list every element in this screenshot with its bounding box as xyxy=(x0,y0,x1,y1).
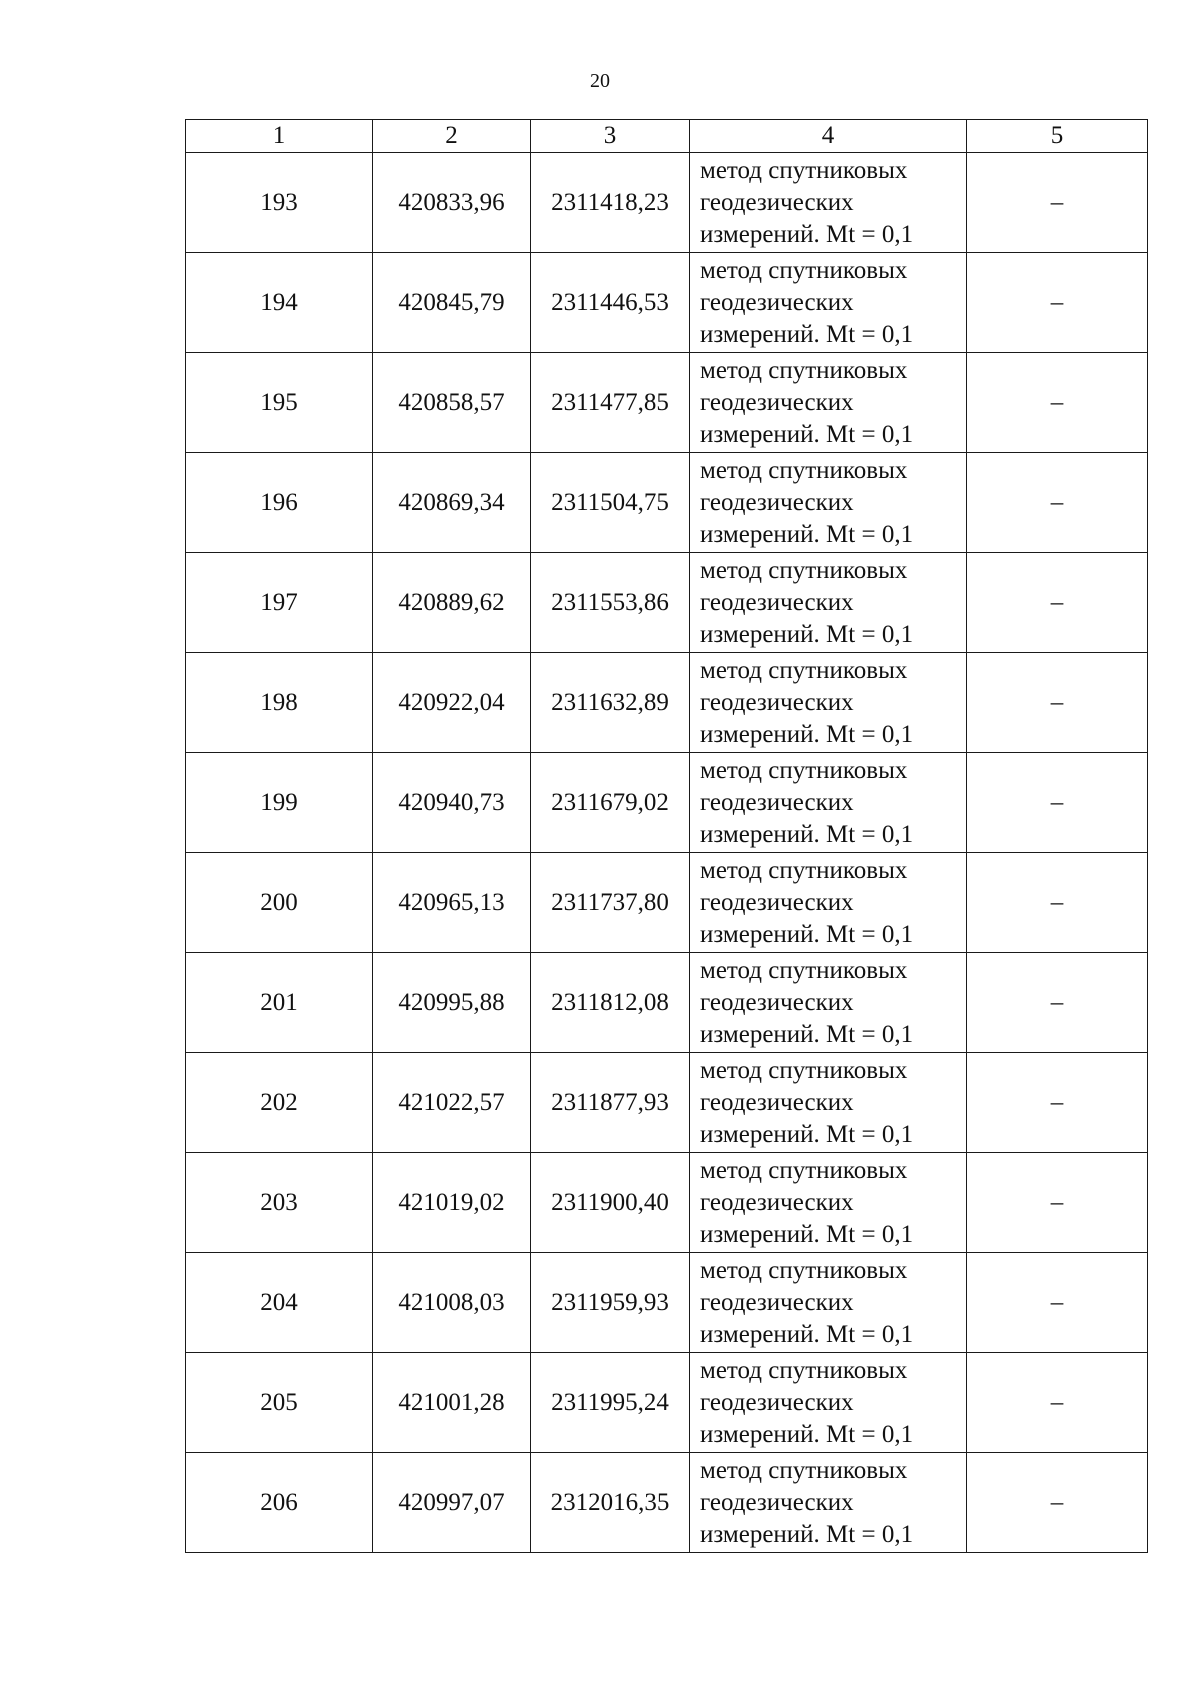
method-line: метод спутниковых xyxy=(700,556,908,584)
method-line: измерений. Mt = 0,1 xyxy=(700,520,914,548)
table-row xyxy=(186,453,1148,553)
method-cell xyxy=(690,153,967,253)
table-header xyxy=(186,120,1148,153)
point-number-cell: 194 xyxy=(186,253,373,353)
point-number-cell: 202 xyxy=(186,1053,373,1153)
method-cell xyxy=(690,1353,967,1453)
x-coordinate-cell: 420922,04 xyxy=(373,653,531,753)
x-coordinate-cell: 420858,57 xyxy=(373,353,531,453)
x-coordinate-cell: 420845,79 xyxy=(373,253,531,353)
method-line: метод спутниковых xyxy=(700,1256,908,1284)
method-line: геодезических xyxy=(700,288,854,316)
y-coordinate-cell: 2311995,24 xyxy=(531,1353,690,1453)
y-coordinate-cell: 2311477,85 xyxy=(531,353,690,453)
x-coordinate-cell: 420995,88 xyxy=(373,953,531,1053)
method-line: метод спутниковых xyxy=(700,1056,908,1084)
method-cell xyxy=(690,1253,967,1353)
method-line: геодезических xyxy=(700,1288,854,1316)
x-coordinate-cell: 420940,73 xyxy=(373,753,531,853)
table-row xyxy=(186,153,1148,253)
method-line: измерений. Mt = 0,1 xyxy=(700,1120,914,1148)
method-line: геодезических xyxy=(700,1188,854,1216)
note-cell: – xyxy=(967,1153,1148,1253)
table-row xyxy=(186,1453,1148,1553)
note-cell: – xyxy=(967,253,1148,353)
method-cell xyxy=(690,853,967,953)
method-line: геодезических xyxy=(700,788,854,816)
y-coordinate-cell: 2311504,75 xyxy=(531,453,690,553)
method-cell xyxy=(690,253,967,353)
note-cell: – xyxy=(967,453,1148,553)
method-line: метод спутниковых xyxy=(700,356,908,384)
method-cell xyxy=(690,553,967,653)
point-number-cell: 195 xyxy=(186,353,373,453)
method-line: метод спутниковых xyxy=(700,956,908,984)
method-line: измерений. Mt = 0,1 xyxy=(700,620,914,648)
y-coordinate-cell: 2311877,93 xyxy=(531,1053,690,1153)
column-header-5: 5 xyxy=(967,120,1148,153)
method-line: метод спутниковых xyxy=(700,756,908,784)
table-row xyxy=(186,553,1148,653)
method-line: метод спутниковых xyxy=(700,1356,908,1384)
x-coordinate-cell: 420965,13 xyxy=(373,853,531,953)
x-coordinate-cell: 420833,96 xyxy=(373,153,531,253)
method-line: измерений. Mt = 0,1 xyxy=(700,1420,914,1448)
table-row xyxy=(186,253,1148,353)
method-line: измерений. Mt = 0,1 xyxy=(700,1520,914,1548)
method-line: метод спутниковых xyxy=(700,456,908,484)
y-coordinate-cell: 2312016,35 xyxy=(531,1453,690,1553)
x-coordinate-cell: 421001,28 xyxy=(373,1353,531,1453)
method-line: геодезических xyxy=(700,988,854,1016)
note-cell: – xyxy=(967,753,1148,853)
method-line: геодезических xyxy=(700,488,854,516)
column-header-3: 3 xyxy=(531,120,690,153)
method-line: измерений. Mt = 0,1 xyxy=(700,320,914,348)
y-coordinate-cell: 2311900,40 xyxy=(531,1153,690,1253)
method-cell xyxy=(690,753,967,853)
column-header-4: 4 xyxy=(690,120,967,153)
method-line: геодезических xyxy=(700,688,854,716)
method-cell xyxy=(690,353,967,453)
point-number-cell: 206 xyxy=(186,1453,373,1553)
page-number: 20 xyxy=(590,70,610,92)
method-cell xyxy=(690,653,967,753)
method-line: метод спутниковых xyxy=(700,1456,908,1484)
note-cell: – xyxy=(967,1453,1148,1553)
x-coordinate-cell: 420869,34 xyxy=(373,453,531,553)
table-row xyxy=(186,1153,1148,1253)
table-row xyxy=(186,853,1148,953)
method-line: измерений. Mt = 0,1 xyxy=(700,1320,914,1348)
column-header-2: 2 xyxy=(373,120,531,153)
note-cell: – xyxy=(967,1053,1148,1153)
x-coordinate-cell: 421019,02 xyxy=(373,1153,531,1253)
y-coordinate-cell: 2311679,02 xyxy=(531,753,690,853)
method-line: метод спутниковых xyxy=(700,856,908,884)
table-row xyxy=(186,353,1148,453)
note-cell: – xyxy=(967,953,1148,1053)
column-header-1: 1 xyxy=(186,120,373,153)
note-cell: – xyxy=(967,853,1148,953)
table-row xyxy=(186,753,1148,853)
y-coordinate-cell: 2311446,53 xyxy=(531,253,690,353)
method-cell xyxy=(690,1453,967,1553)
method-line: метод спутниковых xyxy=(700,1156,908,1184)
method-line: геодезических xyxy=(700,388,854,416)
y-coordinate-cell: 2311959,93 xyxy=(531,1253,690,1353)
point-number-cell: 205 xyxy=(186,1353,373,1453)
table-row xyxy=(186,1053,1148,1153)
method-line: геодезических xyxy=(700,888,854,916)
y-coordinate-cell: 2311418,23 xyxy=(531,153,690,253)
method-line: измерений. Mt = 0,1 xyxy=(700,420,914,448)
point-number-cell: 199 xyxy=(186,753,373,853)
method-cell xyxy=(690,1153,967,1253)
coordinates-table xyxy=(185,119,1148,1553)
method-line: измерений. Mt = 0,1 xyxy=(700,820,914,848)
table-row xyxy=(186,1253,1148,1353)
x-coordinate-cell: 420889,62 xyxy=(373,553,531,653)
point-number-cell: 201 xyxy=(186,953,373,1053)
method-line: геодезических xyxy=(700,1388,854,1416)
table-row xyxy=(186,953,1148,1053)
method-cell xyxy=(690,953,967,1053)
method-line: геодезических xyxy=(700,188,854,216)
table-row xyxy=(186,1353,1148,1453)
x-coordinate-cell: 421022,57 xyxy=(373,1053,531,1153)
point-number-cell: 203 xyxy=(186,1153,373,1253)
method-line: метод спутниковых xyxy=(700,156,908,184)
method-line: метод спутниковых xyxy=(700,256,908,284)
method-cell xyxy=(690,453,967,553)
method-cell xyxy=(690,1053,967,1153)
point-number-cell: 198 xyxy=(186,653,373,753)
note-cell: – xyxy=(967,1253,1148,1353)
method-line: геодезических xyxy=(700,588,854,616)
method-line: метод спутниковых xyxy=(700,656,908,684)
method-line: геодезических xyxy=(700,1488,854,1516)
point-number-cell: 197 xyxy=(186,553,373,653)
y-coordinate-cell: 2311737,80 xyxy=(531,853,690,953)
point-number-cell: 200 xyxy=(186,853,373,953)
note-cell: – xyxy=(967,1353,1148,1453)
method-line: измерений. Mt = 0,1 xyxy=(700,1220,914,1248)
y-coordinate-cell: 2311632,89 xyxy=(531,653,690,753)
method-line: измерений. Mt = 0,1 xyxy=(700,1020,914,1048)
header-row xyxy=(186,120,1148,153)
x-coordinate-cell: 421008,03 xyxy=(373,1253,531,1353)
x-coordinate-cell: 420997,07 xyxy=(373,1453,531,1553)
y-coordinate-cell: 2311812,08 xyxy=(531,953,690,1053)
note-cell: – xyxy=(967,153,1148,253)
method-line: измерений. Mt = 0,1 xyxy=(700,720,914,748)
method-line: геодезических xyxy=(700,1088,854,1116)
method-line: измерений. Mt = 0,1 xyxy=(700,220,914,248)
point-number-cell: 193 xyxy=(186,153,373,253)
note-cell: – xyxy=(967,553,1148,653)
point-number-cell: 196 xyxy=(186,453,373,553)
note-cell: – xyxy=(967,353,1148,453)
note-cell: – xyxy=(967,653,1148,753)
point-number-cell: 204 xyxy=(186,1253,373,1353)
method-line: измерений. Mt = 0,1 xyxy=(700,920,914,948)
table-body xyxy=(186,153,1148,1553)
table-row xyxy=(186,653,1148,753)
y-coordinate-cell: 2311553,86 xyxy=(531,553,690,653)
